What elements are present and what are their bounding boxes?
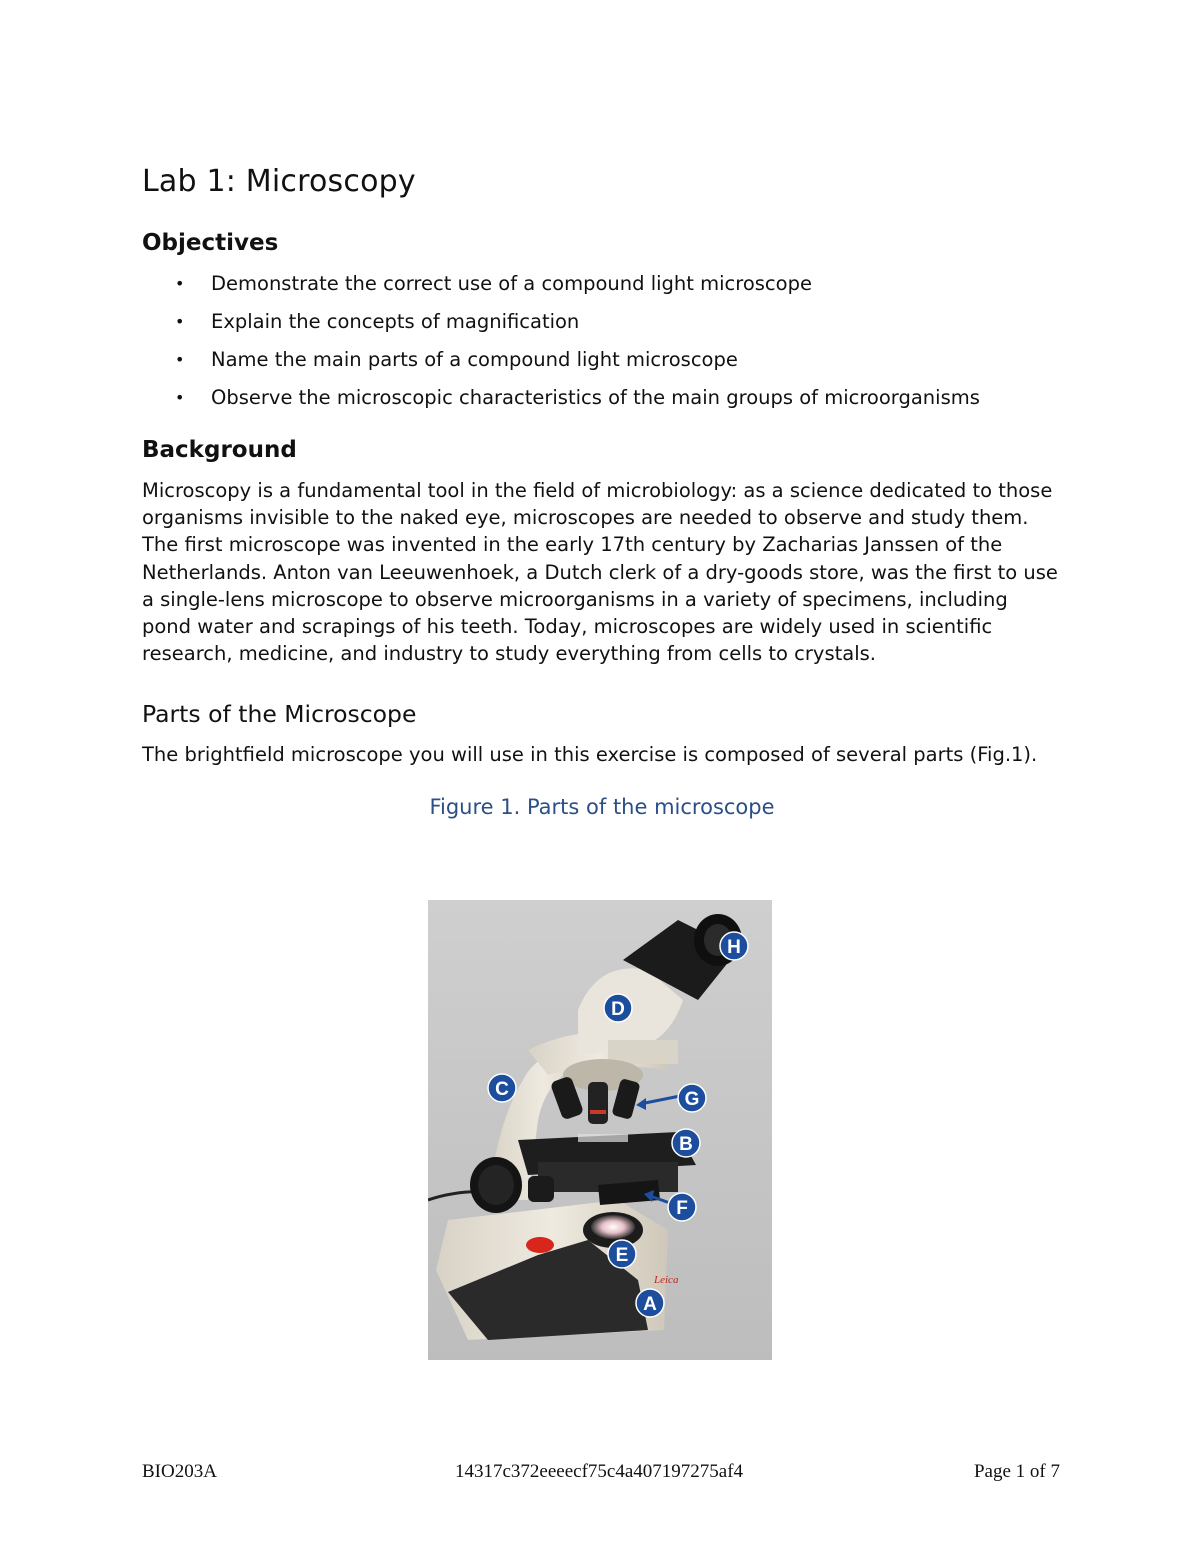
parts-paragraph: The brightfield microscope you will use in this exercise is composed of several parts (Fig.1).	[142, 743, 1038, 767]
background-heading: Background	[142, 437, 297, 463]
page-title: Lab 1: Microscopy	[142, 164, 416, 199]
label-f-text: F	[676, 1198, 688, 1219]
objective-text: Name the main parts of a compound light microscope	[211, 348, 738, 371]
label-g	[678, 1084, 706, 1112]
label-c	[488, 1074, 516, 1102]
bullet-icon: •	[175, 312, 185, 331]
focus-knob-inner	[478, 1165, 514, 1205]
objective-text: Explain the concepts of magnification	[211, 310, 580, 333]
background-paragraph: Microscopy is a fundamental tool in the field of microbiology: as a science dedicated to those organisms invisible to the naked eye, microscopes are needed to observe and study them. The first microscope was invented in the early 17th century by Zacharias Janssen of the Netherlands. Anton van Leeuwenhoek, a Dutch clerk of a dry-goods store, was the first to use a single-lens microscope to observe microorganisms in a variety of specimens, including pond water and scrapings of his teeth. Today, microscopes are widely used in scientific research, medicine, and industry to study everything from cells to crystals.	[142, 479, 1058, 666]
brand-logo-text: Leica	[654, 1274, 679, 1286]
list-item	[142, 308, 1062, 335]
stage-knob	[528, 1176, 554, 1202]
microscope-photo	[428, 900, 772, 1360]
label-e	[608, 1240, 636, 1268]
objective-ring	[590, 1110, 606, 1114]
microscope-figure	[428, 900, 772, 1360]
figure-caption: Figure 1. Parts of the microscope	[429, 794, 775, 819]
objective-lens-2	[588, 1082, 608, 1124]
power-switch	[526, 1237, 554, 1253]
footer-course: BIO203A	[142, 1461, 217, 1482]
list-item	[142, 346, 1062, 373]
label-a	[636, 1289, 664, 1317]
label-b	[672, 1129, 700, 1157]
list-item	[142, 270, 1062, 297]
footer-page-number: Page 1 of 7	[973, 1461, 1060, 1482]
label-f	[668, 1193, 696, 1221]
label-h-text: H	[727, 937, 741, 958]
label-a-text: A	[643, 1294, 657, 1315]
footer-hash: 14317c372eeeecf75c4a407197275af4	[455, 1461, 744, 1482]
bullet-icon: •	[175, 274, 185, 293]
label-g-text: G	[684, 1089, 700, 1110]
label-d-text: D	[611, 999, 625, 1020]
page-body	[142, 160, 1062, 825]
objective-text: Observe the microscopic characteristics of the main groups of microorganisms	[211, 386, 980, 409]
label-h	[720, 932, 748, 960]
label-c-text: C	[495, 1079, 509, 1100]
illuminator-light	[591, 1215, 635, 1239]
label-d	[604, 994, 632, 1022]
objectives-list	[142, 270, 1062, 411]
parts-heading: Parts of the Microscope	[142, 700, 417, 729]
label-b-text: B	[679, 1134, 693, 1155]
list-item	[142, 384, 1062, 411]
bullet-icon: •	[175, 350, 185, 369]
objectives-heading: Objectives	[142, 230, 279, 256]
label-e-text: E	[615, 1245, 629, 1266]
slide	[578, 1134, 628, 1142]
bullet-icon: •	[175, 388, 185, 407]
objective-text: Demonstrate the correct use of a compound light microscope	[211, 272, 812, 295]
